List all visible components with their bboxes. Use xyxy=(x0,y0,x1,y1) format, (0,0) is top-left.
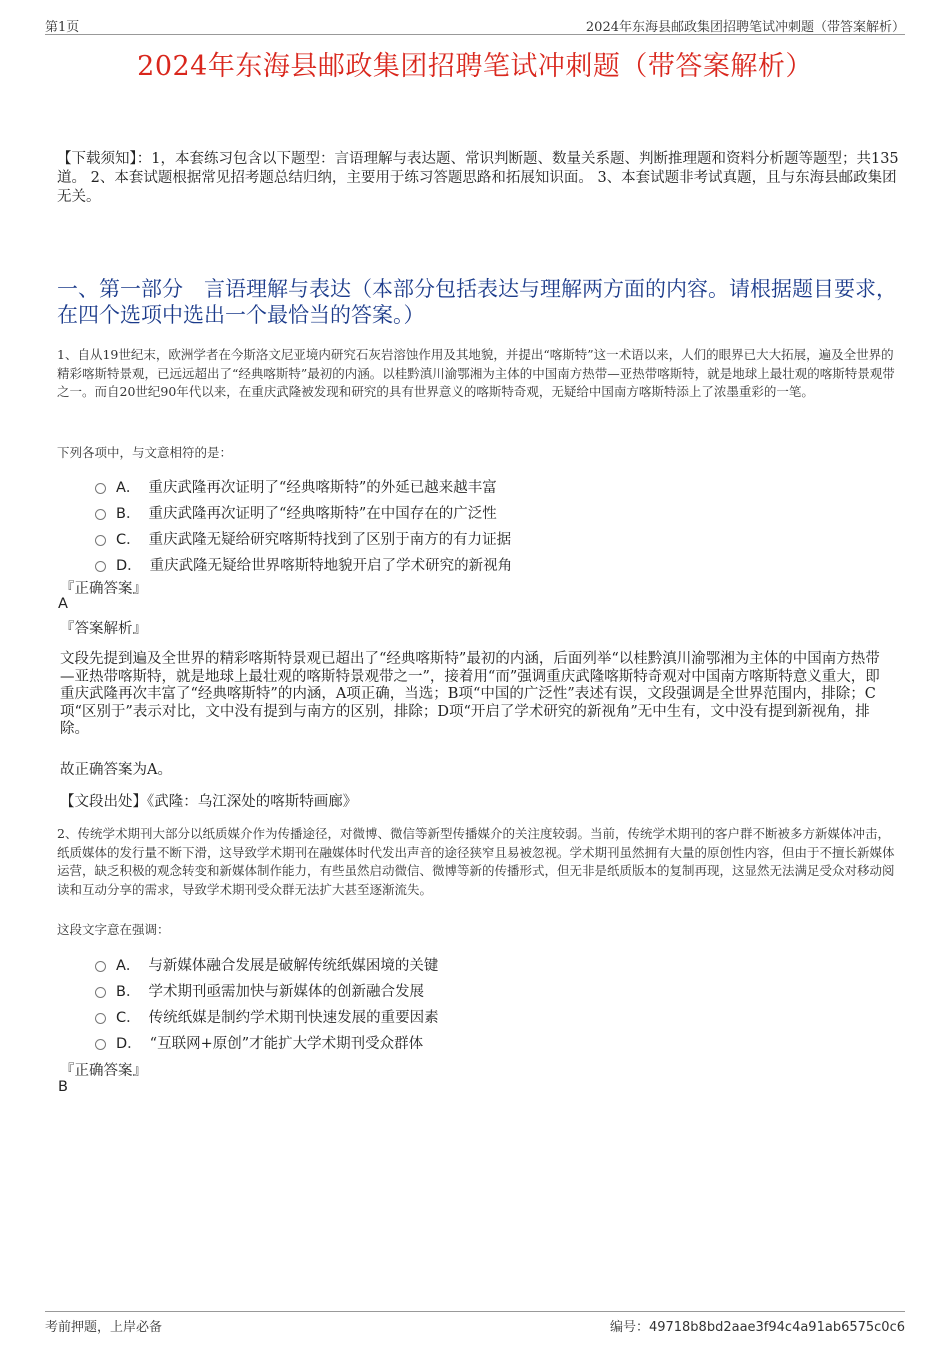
radio-icon[interactable] xyxy=(95,561,106,572)
page-header xyxy=(45,14,905,35)
radio-icon[interactable] xyxy=(95,987,106,998)
question-2-option-b[interactable]: B． 学术期刊亟需加快与新媒体的创新融合发展 xyxy=(95,980,424,1001)
question-1-text: 1、自从19世纪末，欧洲学者在今斯洛文尼亚境内研究石灰岩溶蚀作用及其地貌，并提出“喀斯特”这一术语以来，人们的眼界已大大拓展，遍及全世界的精彩喀斯特景观，已远远超出了“经典喀斯特”最初的内涵。以桂黔滇川渝鄂湘为主体的中国南方热带—亚热带喀斯特，就是地球上最壮观的喀斯特景观带之一。而自20世纪90年代以来，在重庆武隆被发现和研究的具有世界意义的喀斯特奇观，无疑给中国南方喀斯特添上了浓墨重彩的一笔。 xyxy=(57,347,895,399)
document-title: 2024年东海县邮政集团招聘笔试冲刺题（带答案解析） xyxy=(137,51,813,82)
radio-icon[interactable] xyxy=(95,483,106,494)
question-1-answer-label: 『正确答案』 xyxy=(60,581,147,597)
question-2-answer: B xyxy=(58,1079,68,1095)
header-doc-title: 2024年东海县邮政集团招聘笔试冲刺题（带答案解析） xyxy=(585,20,905,35)
question-1-option-d[interactable]: D． 重庆武隆无疑给世界喀斯特地貌开启了学术研究的新视角 xyxy=(95,554,512,575)
question-2-text: 2、传统学术期刊大部分以纸质媒介作为传播途径，对微博、微信等新型传播媒介的关注度较弱。当前，传统学术期刊的客户群不断被多方新媒体冲击，纸质媒体的发行量不断下滑，这导致学术期刊在融媒体时代发出声音的途径狭窄且易被忽视。学术期刊虽然拥有大量的原创性内容，但由于不擅长新媒体运营，缺乏积极的观念转变和新媒体制作能力，有些虽然启动微信、微博等新的传播形式，但无非是纸质版本的复制再现，这显然无法满足受众对移动阅读和互动分享的需求，导致学术期刊受众群无法扩大甚至逐渐流失。 xyxy=(57,826,895,897)
download-notice: 【下载须知】：1，本套练习包含以下题型：言语理解与表达题、常识判断题、数量关系题、判断推理题和资料分析题等题型；共135道。 2、本套试题根据常见招考题总结归纳，主要用于练习答题思路和拓展知识面。 3、本套试题非考试真题，且与东海县邮政集团无关。 xyxy=(57,151,899,205)
question-1-conclusion: 故正确答案为A。 xyxy=(60,762,172,778)
section-heading: 一、第一部分 言语理解与表达（本部分包括表达与理解两方面的内容。请根据题目要求，在四个选项中选出一个最恰当的答案。） xyxy=(57,277,897,327)
question-2-option-d[interactable]: D． “互联网+原创”才能扩大学术期刊受众群体 xyxy=(95,1032,423,1053)
question-1-source: 【文段出处】《武隆：乌江深处的喀斯特画廊》 xyxy=(60,794,358,810)
radio-icon[interactable] xyxy=(95,535,106,546)
footer-code xyxy=(610,1316,905,1335)
question-1-answer: A xyxy=(58,596,68,612)
question-1-option-a[interactable]: A． 重庆武隆再次证明了“经典喀斯特”的外延已越来越丰富 xyxy=(95,476,497,497)
question-1-analysis: 文段先提到遍及全世界的精彩喀斯特景观已超出了“经典喀斯特”最初的内涵，后面列举“以桂黔滇川渝鄂湘为主体的中国南方热带—亚热带喀斯特，就是地球上最壮观的喀斯特景观带之一”，接着用“而”强调重庆武隆喀斯特奇观对中国南方喀斯特意义重大，即重庆武隆再次丰富了“经典喀斯特”的内涵，A项正确，当选；B项“中国的广泛性”表述有误，文段强调是全世界范围内，排除；C项“区别于”表示对比，文中没有提到与南方的区别，排除；D项“开启了学术研究的新视角”无中生有，文中没有提到新视角，排除。 xyxy=(60,651,880,737)
footer-code-value: 49718b8bd2aae3f94c4a91ab6575c0c6 xyxy=(648,1320,905,1335)
question-1-option-c[interactable]: C． 重庆武隆无疑给研究喀斯特找到了区别于南方的有力证据 xyxy=(95,528,511,549)
radio-icon[interactable] xyxy=(95,509,106,520)
question-2-option-c[interactable]: C． 传统纸媒是制约学术期刊快速发展的重要因素 xyxy=(95,1006,439,1027)
question-2-option-a[interactable]: A． 与新媒体融合发展是破解传统纸媒困境的关键 xyxy=(95,954,438,975)
footer-slogan: 考前押题，上岸必备 xyxy=(45,1320,163,1335)
question-1-prompt: 下列各项中，与文意相符的是： xyxy=(57,445,233,460)
footer-code-label: 编号： xyxy=(609,1320,649,1335)
question-1-option-b[interactable]: B． 重庆武隆再次证明了“经典喀斯特”在中国存在的广泛性 xyxy=(95,502,497,523)
question-2-answer-label: 『正确答案』 xyxy=(60,1063,147,1079)
radio-icon[interactable] xyxy=(95,1013,106,1024)
radio-icon[interactable] xyxy=(95,1039,106,1050)
question-2-prompt: 这段文字意在强调： xyxy=(57,922,170,937)
page-number: 第1页 xyxy=(45,20,80,35)
question-1-analysis-label: 『答案解析』 xyxy=(60,621,147,637)
radio-icon[interactable] xyxy=(95,961,106,972)
page-footer xyxy=(45,1311,905,1334)
